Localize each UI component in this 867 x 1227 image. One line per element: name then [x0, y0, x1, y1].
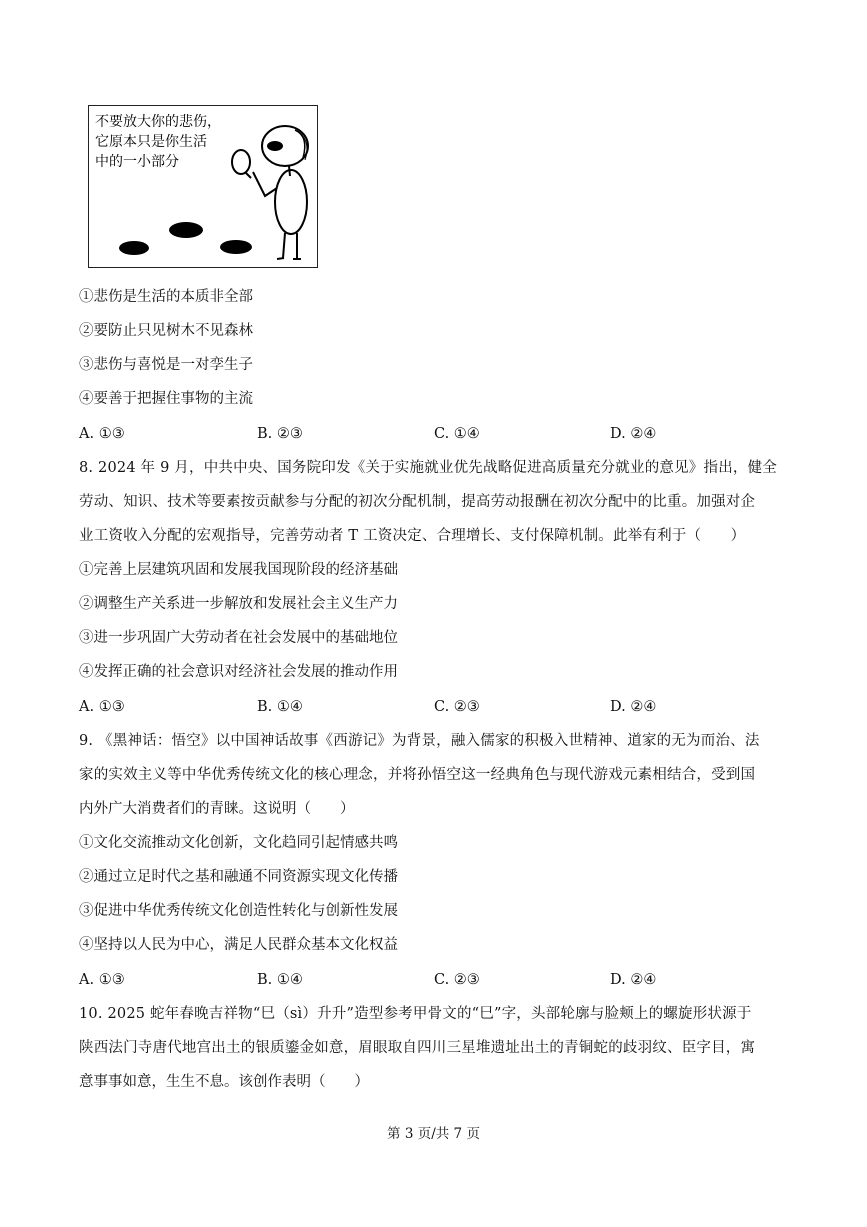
q10-stem-line-3: 意事事如意，生生不息。该创作表明（ ）: [79, 1074, 369, 1090]
q9-stem-line-3: 内外广大消费者们的青睐。这说明（ ）: [79, 801, 355, 817]
q8-stem-line-3: 业工资收入分配的宏观指导，完善劳动者 T 工资决定、合理增长、支付保障机制。此举有利于（ ）: [79, 528, 746, 544]
q9-option-d: D. ②④: [610, 972, 657, 988]
q9-option-a: A. ①③: [79, 972, 125, 988]
q9-item-3: ③促进中华优秀传统文化创造性转化与创新性发展: [79, 903, 398, 919]
q7-option-c: C. ①④: [434, 426, 480, 442]
q10-stem-line-2: 陕西法门寺唐代地宫出土的银质鎏金如意，眉眼取自四川三星堆遗址出土的青铜蛇的歧羽纹、臣字目，寓: [79, 1040, 756, 1056]
q7-item-1: ①悲伤是生活的本质非全部: [79, 289, 253, 305]
q9-stem-line-2: 家的实效主义等中华优秀传统文化的核心理念，并将孙悟空这一经典角色与现代游戏元素相结合，受到国: [79, 767, 756, 783]
q8-option-c: C. ②③: [434, 699, 480, 715]
q8-option-d: D. ②④: [610, 699, 657, 715]
q7-option-d: D. ②④: [610, 426, 657, 442]
q8-stem-line-1: 8. 2024 年 9 月，中共中央、国务院印发《关于实施就业优先战略促进高质量充分就业的意见》指出，健全: [79, 460, 777, 476]
q7-option-b: B. ②③: [257, 426, 303, 442]
q8-item-4: ④发挥正确的社会意识对经济社会发展的推动作用: [79, 664, 398, 680]
q8-item-1: ①完善上层建筑巩固和发展我国现阶段的经济基础: [79, 562, 398, 578]
q8-stem-line-2: 劳动、知识、技术等要素按贡献参与分配的初次分配机制，提高劳动报酬在初次分配中的比重。加强对企: [79, 494, 756, 510]
stick-figure-drawing: [89, 106, 316, 266]
q9-item-2: ②通过立足时代之基和融通不同资源实现文化传播: [79, 869, 398, 885]
cartoon-illustration: [88, 105, 318, 268]
q10-stem-line-1: 10. 2025 蛇年春晚吉祥物“巳（sì）升升”造型参考甲骨文的“巳”字，头部轮廓与脸颊上的螺旋形状源于: [79, 1006, 752, 1022]
q8-item-2: ②调整生产关系进一步解放和发展社会主义生产力: [79, 596, 398, 612]
q9-item-4: ④坚持以人民为中心，满足人民群众基本文化权益: [79, 937, 398, 953]
q9-item-1: ①文化交流推动文化创新，文化趋同引起情感共鸣: [79, 835, 398, 851]
q7-item-4: ④要善于把握住事物的主流: [79, 391, 253, 407]
q8-option-b: B. ①④: [257, 699, 303, 715]
q9-stem-line-1: 9. 《黑神话：悟空》以中国神话故事《西游记》为背景，融入儒家的积极入世精神、道家的无为而治、法: [79, 733, 760, 749]
q8-option-a: A. ①③: [79, 699, 125, 715]
q7-item-3: ③悲伤与喜悦是一对孪生子: [79, 357, 253, 373]
page-footer: 第 3 页/共 7 页: [387, 1126, 480, 1142]
q9-option-c: C. ②③: [434, 972, 480, 988]
q7-item-2: ②要防止只见树木不见森林: [79, 323, 253, 339]
q7-option-a: A. ①③: [79, 426, 125, 442]
q9-option-b: B. ①④: [257, 972, 303, 988]
q8-item-3: ③进一步巩固广大劳动者在社会发展中的基础地位: [79, 630, 398, 646]
cartoon-caption: 不要放大你的悲伤， 它原本只是你生活 中的一小部分: [95, 114, 221, 170]
